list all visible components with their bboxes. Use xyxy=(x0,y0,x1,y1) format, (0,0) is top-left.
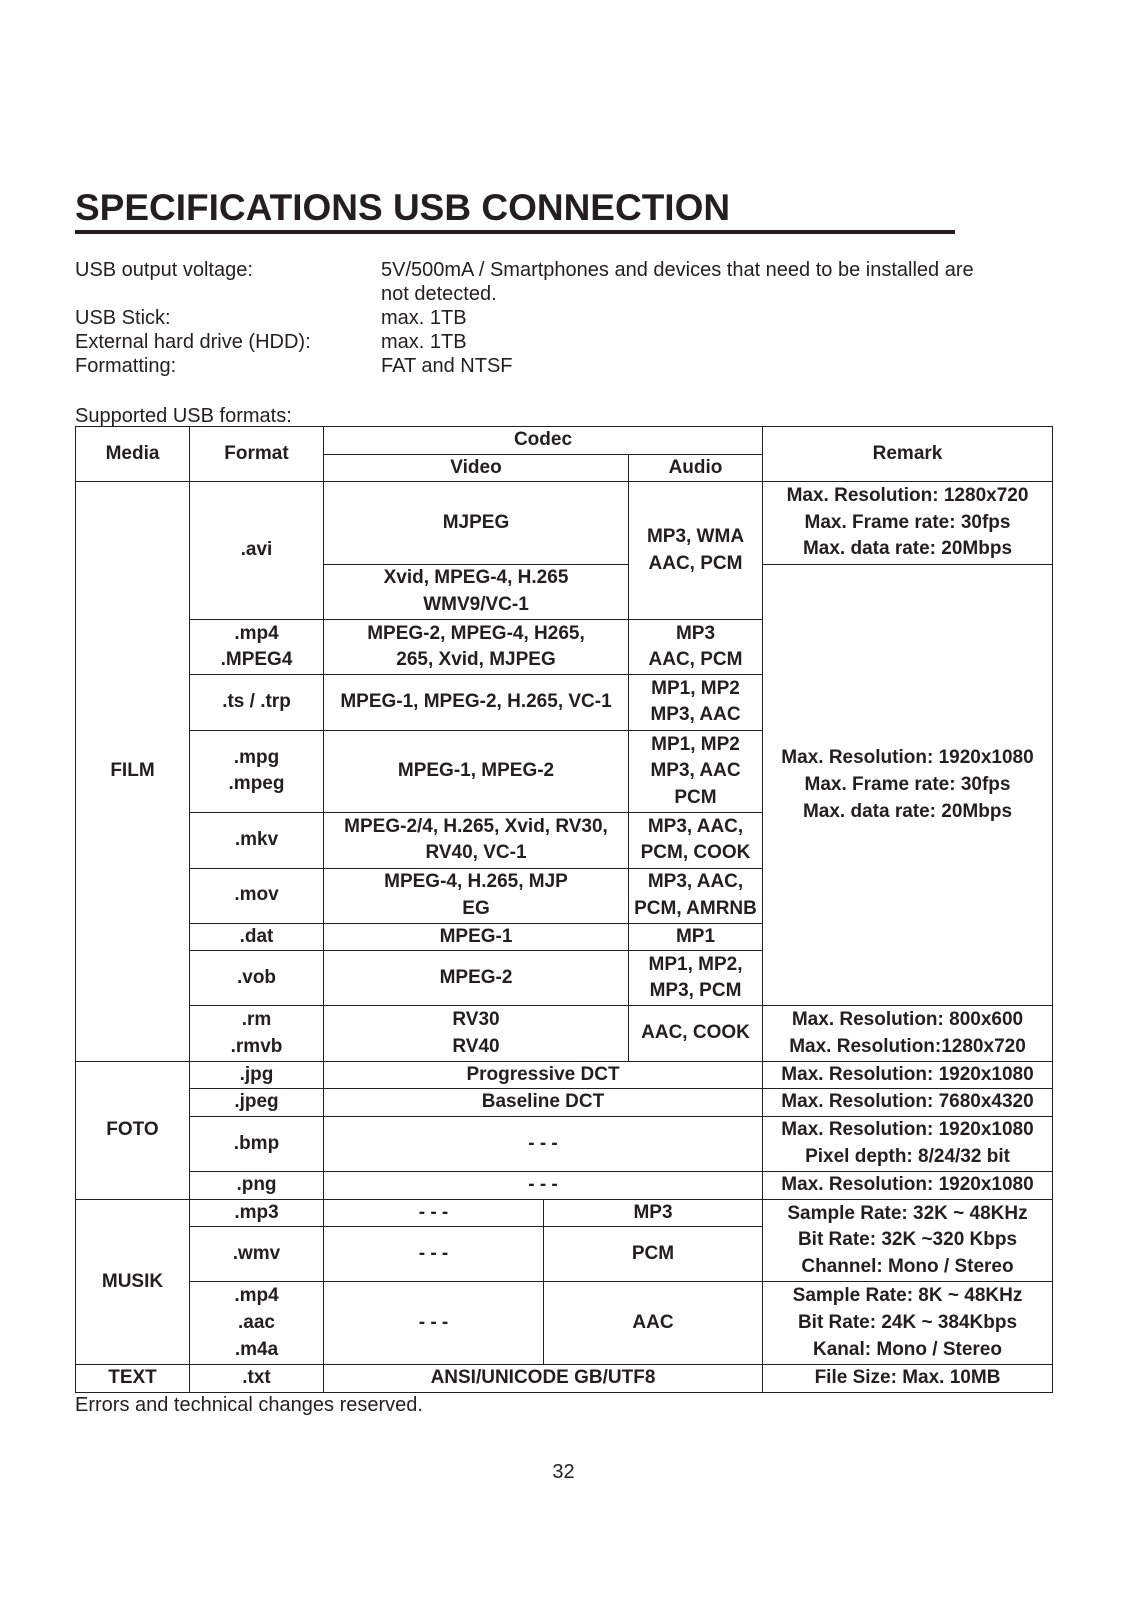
video-dat: MPEG-1 xyxy=(324,923,629,951)
media-film: FILM xyxy=(76,482,190,1061)
spec-value-usb-output-voltage-cont: not detected. xyxy=(381,283,497,305)
usb-formats-table xyxy=(75,426,1053,1393)
remark-rm: Max. Resolution: 800x600 Max. Resolution:1280x720 xyxy=(763,1006,1053,1061)
video-wmv: - - - xyxy=(324,1227,544,1282)
format-wmv: .wmv xyxy=(190,1227,324,1282)
remark-txt: File Size: Max. 10MB xyxy=(763,1365,1053,1393)
table-caption: Supported USB formats: xyxy=(75,405,292,427)
audio-dat: MP1 xyxy=(629,923,763,951)
video-mp3: - - - xyxy=(324,1199,544,1227)
media-musik: MUSIK xyxy=(76,1199,190,1365)
header-audio: Audio xyxy=(629,454,763,482)
media-foto: FOTO xyxy=(76,1061,190,1199)
spec-label-hdd: External hard drive (HDD): xyxy=(75,331,311,353)
footer-note: Errors and technical changes reserved. xyxy=(75,1394,423,1416)
format-jpg: .jpg xyxy=(190,1061,324,1089)
spec-value-usb-stick: max. 1TB xyxy=(381,307,467,329)
audio-vob: MP1, MP2, MP3, PCM xyxy=(629,951,763,1006)
media-text: TEXT xyxy=(76,1365,190,1393)
audio-avi: MP3, WMA AAC, PCM xyxy=(629,482,763,620)
format-vob: .vob xyxy=(190,951,324,1006)
audio-mkv: MP3, AAC, PCM, COOK xyxy=(629,813,763,868)
header-media: Media xyxy=(76,427,190,482)
table-row xyxy=(76,1365,1053,1393)
format-bmp: .bmp xyxy=(190,1116,324,1171)
audio-aac: AAC xyxy=(544,1282,763,1365)
video-mkv: MPEG-2/4, H.265, Xvid, RV30, RV40, VC-1 xyxy=(324,813,629,868)
remark-jpg: Max. Resolution: 1920x1080 xyxy=(763,1061,1053,1089)
video-avi-xvid: Xvid, MPEG-4, H.265 WMV9/VC-1 xyxy=(324,564,629,619)
codec-jpeg: Baseline DCT xyxy=(324,1089,763,1117)
format-mpg: .mpg .mpeg xyxy=(190,730,324,813)
video-rm: RV30 RV40 xyxy=(324,1006,629,1061)
remark-bmp: Max. Resolution: 1920x1080 Pixel depth: 8/24/32 bit xyxy=(763,1116,1053,1171)
remark-aac: Sample Rate: 8K ~ 48KHz Bit Rate: 24K ~ 384Kbps Kanal: Mono / Stereo xyxy=(763,1282,1053,1365)
format-txt: .txt xyxy=(190,1365,324,1393)
audio-mp4: MP3 AAC, PCM xyxy=(629,620,763,675)
format-mp4: .mp4 .MPEG4 xyxy=(190,620,324,675)
format-mp3: .mp3 xyxy=(190,1199,324,1227)
video-mpg: MPEG-1, MPEG-2 xyxy=(324,730,629,813)
spec-label-usb-stick: USB Stick: xyxy=(75,307,171,329)
format-aac: .mp4 .aac .m4a xyxy=(190,1282,324,1365)
format-mov: .mov xyxy=(190,868,324,923)
video-avi-mjpeg: MJPEG xyxy=(324,482,629,565)
table-row xyxy=(76,1061,1053,1089)
page-number: 32 xyxy=(552,1461,575,1483)
audio-rm: AAC, COOK xyxy=(629,1006,763,1061)
header-row xyxy=(76,427,1053,455)
table-row xyxy=(76,1116,1053,1144)
table-row xyxy=(76,1172,1053,1200)
format-mkv: .mkv xyxy=(190,813,324,868)
spec-label-usb-output-voltage: USB output voltage: xyxy=(75,259,253,281)
audio-mpg: MP1, MP2 MP3, AAC PCM xyxy=(629,730,763,813)
video-ts: MPEG-1, MPEG-2, H.265, VC-1 xyxy=(324,675,629,730)
header-remark: Remark xyxy=(763,427,1053,482)
page-title: SPECIFICATIONS USB CONNECTION xyxy=(75,187,731,228)
remark-mp3-wmv: Sample Rate: 32K ~ 48KHz Bit Rate: 32K ~320 Kbps Channel: Mono / Stereo xyxy=(763,1199,1053,1282)
format-avi: .avi xyxy=(190,482,324,620)
format-ts: .ts / .trp xyxy=(190,675,324,730)
remark-png: Max. Resolution: 1920x1080 xyxy=(763,1172,1053,1200)
remark-avi-mjpeg: Max. Resolution: 1280x720 Max. Frame rate: 30fps Max. data rate: 20Mbps xyxy=(763,482,1053,565)
audio-mov: MP3, AAC, PCM, AMRNB xyxy=(629,868,763,923)
video-vob: MPEG-2 xyxy=(324,951,629,1006)
spec-value-usb-output-voltage: 5V/500mA / Smartphones and devices that need to be installed are xyxy=(381,259,974,281)
audio-wmv: PCM xyxy=(544,1227,763,1282)
format-jpeg: .jpeg xyxy=(190,1089,324,1117)
header-video: Video xyxy=(324,454,629,482)
spec-value-hdd: max. 1TB xyxy=(381,331,467,353)
table-row xyxy=(76,482,1053,510)
audio-ts: MP1, MP2 MP3, AAC xyxy=(629,675,763,730)
table-row xyxy=(76,1199,1053,1227)
header-codec: Codec xyxy=(324,427,763,455)
table-row xyxy=(76,1089,1053,1117)
video-mov: MPEG-4, H.265, MJP EG xyxy=(324,868,629,923)
format-dat: .dat xyxy=(190,923,324,951)
audio-mp3: MP3 xyxy=(544,1199,763,1227)
video-aac: - - - xyxy=(324,1282,544,1365)
header-format: Format xyxy=(190,427,324,482)
format-png: .png xyxy=(190,1172,324,1200)
table-row xyxy=(76,1006,1053,1034)
format-rm: .rm .rmvb xyxy=(190,1006,324,1061)
video-mp4: MPEG-2, MPEG-4, H265, 265, Xvid, MJPEG xyxy=(324,620,629,675)
title-underline xyxy=(75,230,955,234)
codec-txt: ANSI/UNICODE GB/UTF8 xyxy=(324,1365,763,1393)
remark-jpeg: Max. Resolution: 7680x4320 xyxy=(763,1089,1053,1117)
spec-label-formatting: Formatting: xyxy=(75,355,177,377)
spec-value-formatting: FAT and NTSF xyxy=(381,355,513,377)
codec-jpg: Progressive DCT xyxy=(324,1061,763,1089)
codec-png: - - - xyxy=(324,1172,763,1200)
remark-film-1080: Max. Resolution: 1920x1080 Max. Frame rate: 30fps Max. data rate: 20Mbps xyxy=(763,564,1053,1006)
codec-bmp: - - - xyxy=(324,1116,763,1171)
table-row xyxy=(76,1282,1053,1310)
